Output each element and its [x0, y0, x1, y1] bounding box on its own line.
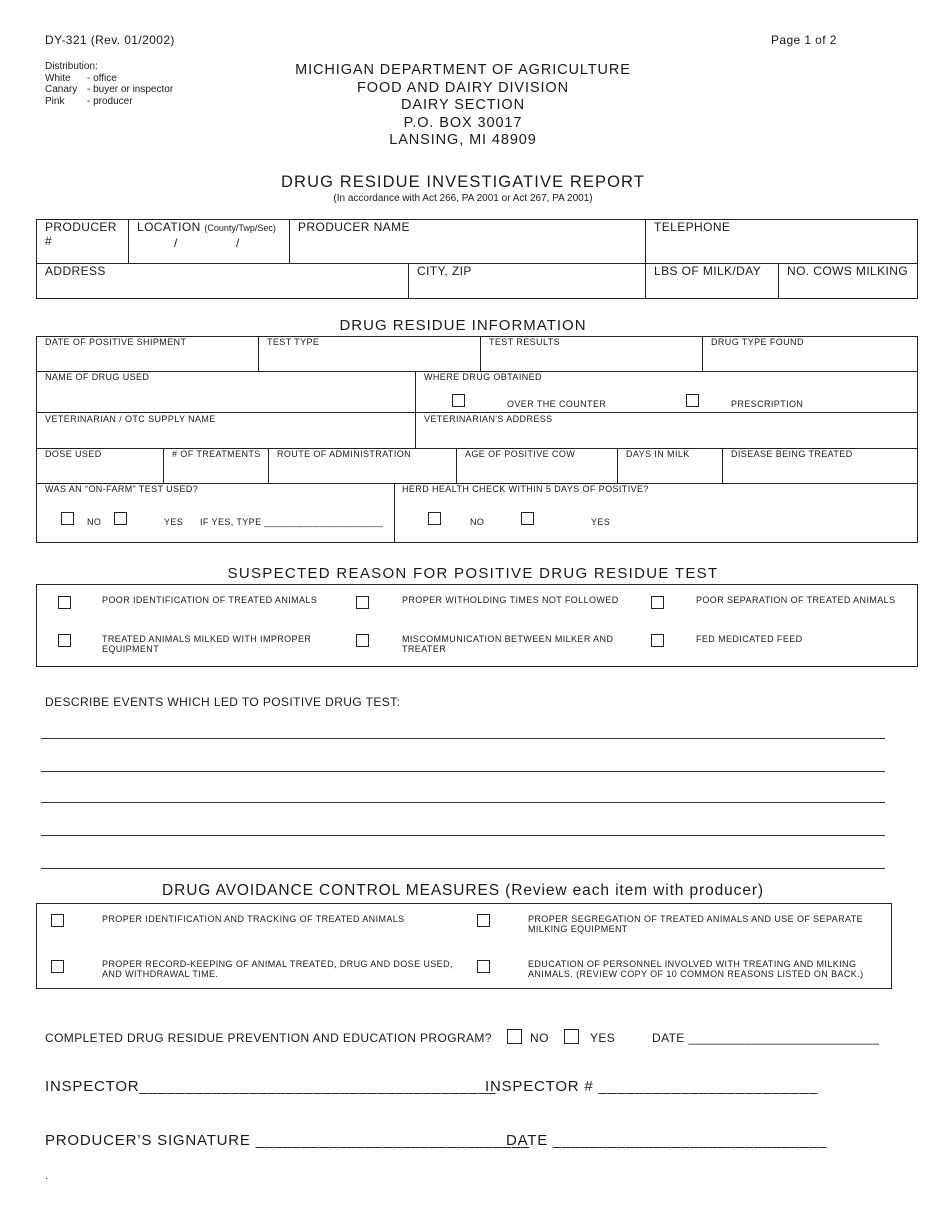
measure-segregation-label — [528, 914, 882, 934]
otc-label: OVER THE COUNTER — [507, 399, 607, 409]
page-number: Page 1 of 2 — [771, 33, 837, 47]
distribution-copy: Pink — [45, 95, 65, 107]
inspector-field[interactable]: INSPECTOR_______________________________________ — [45, 1078, 496, 1095]
completion-yes-label: YES — [590, 1031, 616, 1045]
reason-miscommunication-label — [402, 634, 613, 654]
herd-check-yes-label: YES — [591, 517, 611, 527]
distribution-to: - office — [87, 72, 117, 84]
test-type-label: TEST TYPE — [267, 337, 320, 347]
location-separator: / — [236, 236, 240, 250]
on-farm-no-label: NO — [87, 517, 102, 527]
drug-info-table — [36, 336, 918, 543]
completion-no-label: NO — [530, 1031, 549, 1045]
on-farm-label: WAS AN “ON-FARM” TEST USED? — [45, 484, 199, 494]
location-separator: / — [174, 236, 178, 250]
completion-yes-checkbox[interactable] — [564, 1029, 579, 1044]
distribution-copy: Canary — [45, 84, 78, 95]
reason-miscommunication-checkbox[interactable] — [356, 634, 369, 647]
otc-checkbox[interactable] — [452, 394, 465, 407]
if-yes-type-field[interactable]: IF YES, TYPE ______________________ — [200, 517, 384, 527]
test-results-label: TEST RESULTS — [489, 337, 560, 347]
location-text: LOCATION — [137, 220, 201, 234]
reason-poor-identification-label: POOR IDENTIFICATION OF TREATED ANIMALS — [102, 595, 318, 605]
prescription-label: PRESCRIPTION — [731, 399, 804, 409]
on-farm-yes-label: YES — [164, 517, 184, 527]
agency-line: P.O. BOX 30017 — [403, 114, 523, 131]
label-line: ANIMALS. (REVIEW COPY OF 10 COMMON REASONS LISTED ON BACK.) — [528, 969, 864, 979]
route-label: ROUTE OF ADMINISTRATION — [277, 449, 412, 459]
reason-improper-equipment-checkbox[interactable] — [58, 634, 71, 647]
drug-info-heading: DRUG RESIDUE INFORMATION — [339, 317, 587, 334]
measure-identification-checkbox[interactable] — [51, 914, 64, 927]
drug-name-label: NAME OF DRUG USED — [45, 372, 150, 382]
reason-withholding-checkbox[interactable] — [356, 596, 369, 609]
agency-line: FOOD AND DAIRY DIVISION — [357, 79, 569, 96]
label-line: PRODUCER — [45, 220, 117, 234]
label-line: MILKING EQUIPMENT — [528, 924, 628, 934]
reason-improper-equipment-label — [102, 634, 311, 654]
describe-line[interactable] — [41, 738, 885, 739]
age-cow-label: AGE OF POSITIVE COW — [465, 449, 576, 459]
measure-identification-label: PROPER IDENTIFICATION AND TRACKING OF TREATED ANIMALS — [102, 914, 405, 924]
on-farm-no-checkbox[interactable] — [61, 512, 74, 525]
measure-record-keeping-label — [102, 959, 456, 979]
describe-events-label: DESCRIBE EVENTS WHICH LED TO POSITIVE DRUG TEST: — [45, 695, 401, 709]
city-zip-label: CITY, ZIP — [417, 264, 472, 278]
distribution-list — [45, 61, 173, 107]
herd-check-label: HERD HEALTH CHECK WITHIN 5 DAYS OF POSITIVE? — [402, 484, 649, 494]
disease-label: DISEASE BEING TREATED — [731, 449, 853, 459]
vet-address-label: VETERINARIAN'S ADDRESS — [424, 414, 553, 424]
producer-name-label: PRODUCER NAME — [298, 220, 410, 234]
label-line: PROPER RECORD-KEEPING OF ANIMAL TREATED, DRUG AND DOSE USED, — [102, 959, 453, 969]
label-line: EDUCATION OF PERSONNEL INVOLVED WITH TREATING AND MILKING — [528, 959, 857, 969]
location-label — [137, 220, 276, 234]
producer-signature-field[interactable]: PRODUCER’S SIGNATURE ______________________________ — [45, 1132, 530, 1149]
measure-education-label — [528, 959, 884, 979]
vet-name-label: VETERINARIAN / OTC SUPPLY NAME — [45, 414, 216, 424]
dose-label: DOSE USED — [45, 449, 102, 459]
describe-line[interactable] — [41, 802, 885, 803]
herd-check-yes-checkbox[interactable] — [521, 512, 534, 525]
distribution-to: - buyer or inspector — [87, 84, 174, 95]
address-label: ADDRESS — [45, 264, 106, 278]
reason-medicated-feed-label: FED MEDICATED FEED — [696, 634, 803, 644]
treatments-label: # OF TREATMENTS — [172, 449, 261, 459]
herd-check-no-label: NO — [470, 517, 485, 527]
location-hint: (County/Twp/Sec) — [204, 223, 276, 233]
reasons-heading: SUSPECTED REASON FOR POSITIVE DRUG RESIDUE TEST — [227, 565, 719, 582]
agency-line: LANSING, MI 48909 — [389, 132, 537, 148]
reason-medicated-feed-checkbox[interactable] — [651, 634, 664, 647]
describe-line[interactable] — [41, 835, 885, 836]
completion-no-checkbox[interactable] — [507, 1029, 522, 1044]
prescription-checkbox[interactable] — [686, 394, 699, 407]
completion-date-field[interactable]: DATE ___________________________ — [652, 1031, 880, 1045]
where-obtained-label: WHERE DRUG OBTAINED — [424, 372, 542, 382]
agency-header — [238, 62, 688, 150]
describe-line[interactable] — [41, 771, 885, 772]
footer-dot: . — [45, 1168, 49, 1182]
label-line: EQUIPMENT — [102, 644, 160, 654]
distribution-copy: White — [45, 72, 71, 84]
measure-record-keeping-checkbox[interactable] — [51, 960, 64, 973]
lbs-milk-label: LBS OF MILK/DAY — [654, 264, 762, 278]
report-title: DRUG RESIDUE INVESTIGATIVE REPORT — [281, 173, 645, 191]
label-line: # — [45, 234, 53, 248]
label-line: PROPER SEGREGATION OF TREATED ANIMALS AND USE OF SEPARATE — [528, 914, 864, 924]
report-subtitle: (In accordance with Act 266, PA 2001 or Act 267, PA 2001) — [333, 193, 593, 204]
label-line: MISCOMMUNICATION BETWEEN MILKER AND — [402, 634, 614, 644]
cows-milking-label: NO. COWS MILKING — [787, 264, 909, 278]
inspector-number-field[interactable]: INSPECTOR # ________________________ — [485, 1078, 818, 1095]
reason-withholding-label: PROPER WITHOLDING TIMES NOT FOLLOWED — [402, 595, 619, 605]
measure-segregation-checkbox[interactable] — [477, 914, 490, 927]
avoidance-heading: DRUG AVOIDANCE CONTROL MEASURES (Review each item with producer) — [162, 882, 764, 899]
form-number: DY-321 (Rev. 01/2002) — [45, 33, 175, 47]
label-line: TREATER — [402, 644, 447, 654]
distribution-to: - producer — [87, 95, 133, 107]
distribution-title: Distribution: — [45, 61, 98, 72]
producer-number-label — [45, 220, 117, 248]
label-line: TREATED ANIMALS MILKED WITH IMPROPER — [102, 634, 312, 644]
agency-line: MICHIGAN DEPARTMENT OF AGRICULTURE — [295, 62, 631, 78]
drug-type-label: DRUG TYPE FOUND — [711, 337, 804, 347]
herd-check-no-checkbox[interactable] — [428, 512, 441, 525]
date-positive-label: DATE OF POSITIVE SHIPMENT — [45, 337, 187, 347]
reason-poor-separation-checkbox[interactable] — [651, 596, 664, 609]
agency-line: DAIRY SECTION — [401, 97, 525, 113]
measure-education-checkbox[interactable] — [477, 960, 490, 973]
days-milk-label: DAYS IN MILK — [626, 449, 690, 459]
completion-question: COMPLETED DRUG RESIDUE PREVENTION AND EDUCATION PROGRAM? — [45, 1031, 492, 1045]
on-farm-yes-checkbox[interactable] — [114, 512, 127, 525]
telephone-label: TELEPHONE — [654, 220, 731, 234]
describe-line[interactable] — [41, 868, 885, 869]
reason-poor-separation-label: POOR SEPARATION OF TREATED ANIMALS — [696, 595, 896, 605]
reason-poor-identification-checkbox[interactable] — [58, 596, 71, 609]
label-line: AND WITHDRAWAL TIME. — [102, 969, 219, 979]
signature-date-field[interactable]: DATE ______________________________ — [506, 1132, 828, 1149]
